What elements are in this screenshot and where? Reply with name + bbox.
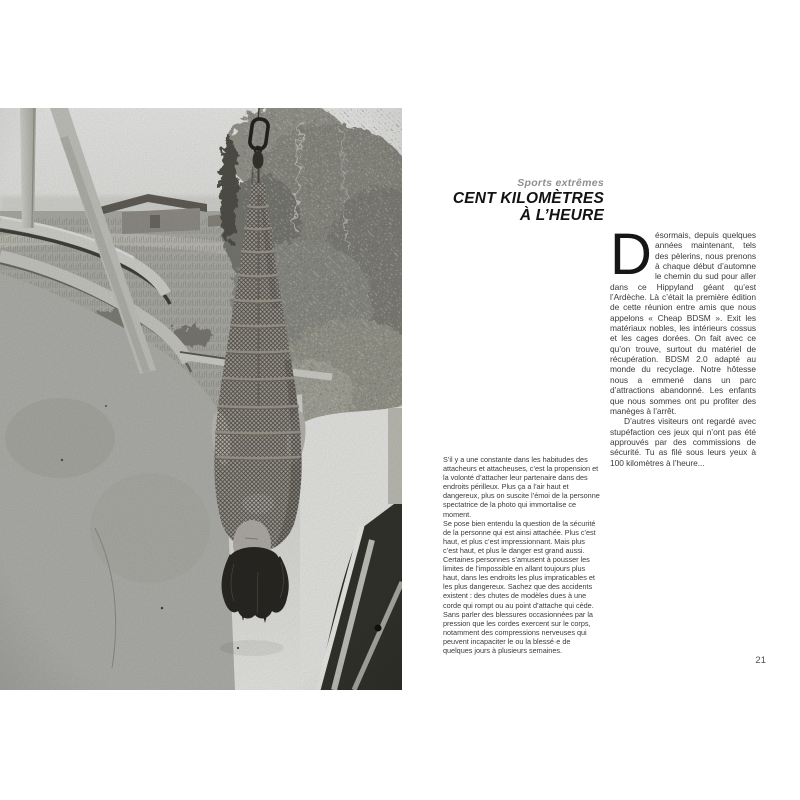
- article-kicker: Sports extrêmes: [517, 177, 604, 189]
- page-number: 21: [755, 655, 766, 666]
- article-title-line2: À L’HEURE: [519, 206, 604, 224]
- photo-suspension-waterslide: [0, 108, 402, 690]
- article-paragraph-1-text: ésormais, depuis quelques années maintenant, tels des pèlerins, nous prenons à chaque début d’automne le chemin du sud pour aller dans ce Hippyland géant qu’est l’Ardèche. Là c’était la première édition de cette réunion entre amis que nous appelons « Cheap BDSM ». Exit les matériaux nobles, les intérieurs cossus et les cages dorées. On fait avec ce qu’on trouve, surtout du matériel de récupération. BDSM 2.0 adapté au monde du recyclage. Notre hôtesse nous a emmené dans un parc d’attractions abandonné. Les enfants que nous sommes ont pu profiter des manèges à l’arrêt.: [610, 230, 756, 416]
- article-paragraph-2: D’autres visiteurs ont regardé avec stupéfaction ces jeux qui n’ont pas été approuvés par des commissions de sécurité. Tu as filé sous leurs yeux à 100 kilomètres à l’heure...: [610, 416, 756, 468]
- caption-paragraph-1: S’il y a une constante dans les habitudes des attacheurs et attacheuses, c’est la propension et la volonté d’attacher leur partenaire dans des endroits périlleux. Plus ça a l’air haut et dangereux, plus on suscite l’émoi de la personne spectatrice de la photo qui immortalise ce moment.: [443, 455, 600, 519]
- photo-illustration: [0, 108, 402, 690]
- film-grain-overlay: [0, 108, 402, 690]
- article-paragraph-1: [610, 222, 756, 416]
- article-title: [420, 191, 604, 224]
- caption-paragraph-2: Se pose bien entendu la question de la sécurité de la personne qui est ainsi attachée. Plus c’est haut, et plus c’est impressionnant. Mais plus c’est haut, et plus le danger est grand aussi. Certaines personnes s’amusent à pousser les limites de l’impossible en allant toujours plus haut, dans les endroits les plus impraticables et les plus dangereux. Sachez que des accidents existent : des chutes de modèles dues à une corde qui rompt ou au point d’attache qui cède. Sans parler des blessures occasionnées par la pression que les cordes exercent sur le corps, notamment des compressions nerveuses qui peuvent incapaciter le ou la blessé·e de quelques jours à plusieurs semaines.: [443, 518, 596, 655]
- article-title-line1: CENT KILOMÈTRES: [452, 190, 604, 207]
- article-body: [610, 222, 756, 468]
- dropcap-letter: D: [610, 222, 652, 287]
- photo-caption: [443, 455, 600, 655]
- article-header: [420, 177, 604, 224]
